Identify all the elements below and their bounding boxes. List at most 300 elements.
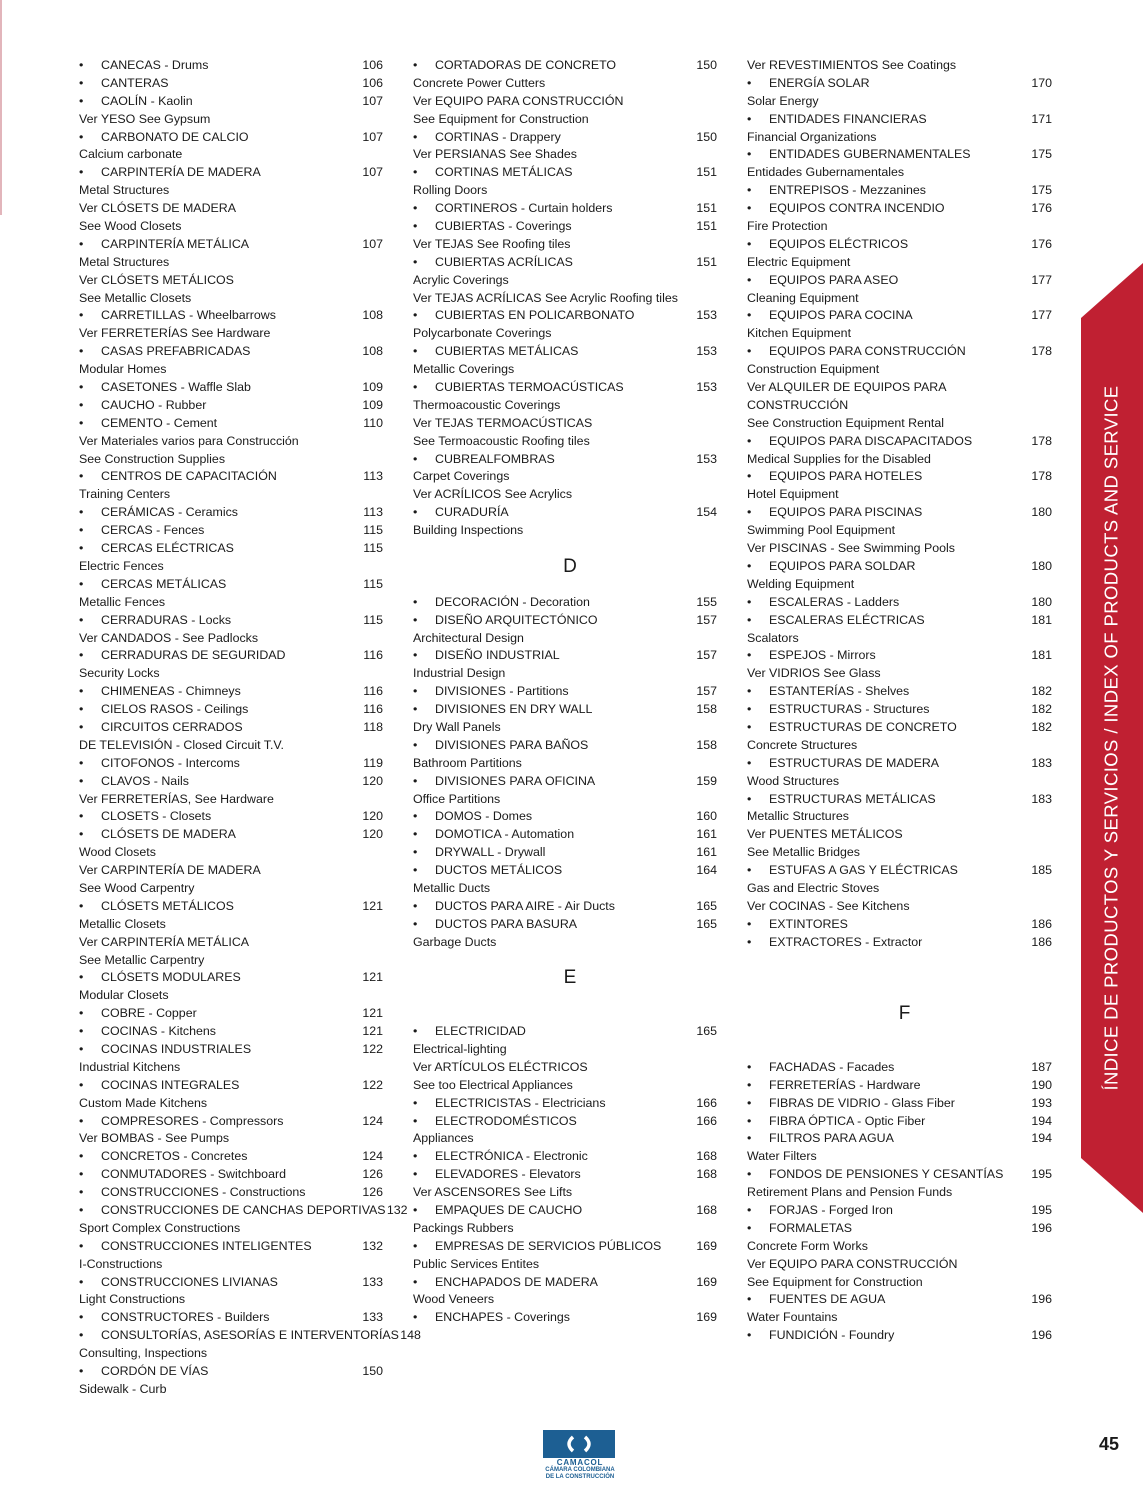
entry-text: Ver PISCINAS - See Swimming Pools [747, 541, 955, 556]
entry-text: CLÓSETS METÁLICOS [101, 898, 234, 913]
entry-page: 175 [1031, 147, 1052, 162]
index-note [747, 129, 1052, 147]
bullet-icon: • [79, 397, 84, 412]
entry-text: CANTERAS [101, 75, 169, 90]
entry-page: 182 [1031, 702, 1052, 717]
entry-page: 177 [1031, 308, 1052, 323]
entry-page: 193 [1031, 1095, 1052, 1110]
index-note [79, 272, 383, 290]
bullet-icon: • [79, 1113, 84, 1128]
entry-text: DECORACIÓN - Decoration [435, 594, 590, 609]
bullet-icon: • [413, 1149, 418, 1164]
bullet-icon: • [413, 845, 418, 860]
entry-text: CUBIERTAS EN POLICARBONATO [435, 308, 635, 323]
entry-text: DISEÑO ARQUITECTÓNICO [435, 612, 598, 627]
index-entry [413, 1202, 717, 1220]
index-note [747, 1274, 1052, 1292]
entry-page: 116 [363, 648, 383, 663]
index-note [747, 325, 1052, 343]
entry-text: CORTINAS METÁLICAS [435, 165, 573, 180]
entry-page: 157 [696, 612, 717, 627]
index-entry [747, 182, 1052, 200]
bullet-icon: • [79, 1203, 84, 1217]
index-note [413, 1184, 717, 1202]
index-entry [79, 1023, 383, 1041]
entry-text: Medical Supplies for the Disabled [747, 451, 931, 466]
entry-text: FILTROS PARA AGUA [769, 1131, 894, 1146]
bullet-icon: • [413, 737, 418, 752]
index-entry [413, 379, 717, 397]
entry-text: ENCHAPADOS DE MADERA [435, 1274, 598, 1289]
entry-page [1030, 1309, 1052, 1327]
entry-text: Industrial Kitchens [79, 1059, 181, 1074]
entry-page: 187 [1031, 1059, 1052, 1074]
bullet-icon: • [413, 308, 418, 323]
entry-page [695, 934, 717, 952]
bullet-icon: • [747, 201, 752, 216]
index-note [747, 379, 1052, 397]
bullet-icon: • [79, 1310, 84, 1325]
bullet-icon: • [79, 541, 84, 556]
index-note [413, 75, 717, 93]
bullet-icon: • [747, 75, 752, 90]
entry-text: FORJAS - Forged Iron [769, 1203, 893, 1217]
index-note [413, 272, 717, 290]
entry-text: Building Inspections [413, 523, 524, 538]
entry-text: Metal Structures [79, 254, 170, 269]
bullet-icon: • [747, 594, 752, 609]
index-note [79, 1130, 383, 1148]
index-note [413, 397, 717, 415]
entry-text: Packings Rubbers [413, 1220, 514, 1235]
index-entry [413, 1238, 717, 1256]
bullet-icon: • [747, 1113, 752, 1128]
entry-text: Wood Structures [747, 773, 840, 788]
index-note [747, 522, 1052, 540]
entry-text: CUBIERTAS TERMOACÚSTICAS [435, 380, 624, 395]
entry-page: 132 [386, 1203, 408, 1217]
index-note [747, 1309, 1052, 1327]
entry-text: CLÓSETS DE MADERA [101, 827, 236, 842]
entry-page: 170 [1031, 75, 1052, 90]
entry-page [1030, 57, 1052, 75]
index-entry [747, 1327, 1052, 1345]
entry-text: Ver ARTÍCULOS ELÉCTRICOS [413, 1059, 588, 1074]
index-note [747, 844, 1052, 862]
index-note [413, 1059, 717, 1077]
entry-page: 151 [696, 165, 717, 180]
bullet-icon: • [747, 684, 752, 699]
entry-page: 175 [1031, 183, 1052, 198]
entry-text: CARBONATO DE CALCIO [101, 129, 249, 144]
bullet-icon: • [747, 1292, 752, 1307]
index-note [413, 755, 717, 773]
index-note [79, 665, 383, 683]
entry-page [695, 468, 717, 486]
bullet-icon: • [79, 469, 84, 484]
index-entry [413, 254, 717, 272]
entry-text: FUNDICIÓN - Foundry [769, 1328, 895, 1343]
logo-mark-icon [543, 1430, 615, 1458]
index-entry [747, 719, 1052, 737]
index-entry [79, 612, 383, 630]
index-column-3 [747, 57, 1052, 1345]
index-entry [413, 1166, 717, 1184]
entry-page [1030, 254, 1052, 272]
index-note [413, 468, 717, 486]
entry-page: 194 [1031, 1131, 1052, 1146]
entry-text: CERÁMICAS - Ceramics [101, 505, 238, 520]
entry-text: Metallic Coverings [413, 362, 515, 377]
entry-text: Gas and Electric Stoves [747, 880, 880, 895]
index-note [747, 898, 1052, 916]
index-entry [747, 146, 1052, 164]
entry-page [695, 433, 717, 451]
entry-text: Kitchen Equipment [747, 326, 852, 341]
entry-text: Ver EQUIPO PARA CONSTRUCCIÓN [413, 93, 624, 108]
index-note [413, 1220, 717, 1238]
entry-text: Ver CLÓSETS METÁLICOS [79, 272, 234, 287]
index-entry [747, 504, 1052, 522]
entry-page [1030, 325, 1052, 343]
entry-text: Custom Made Kitchens [79, 1095, 208, 1110]
entry-page: 121 [362, 1024, 383, 1039]
index-entry [79, 236, 383, 254]
index-entry [747, 558, 1052, 576]
entry-text: CARRETILLAS - Wheelbarrows [101, 308, 276, 323]
index-note [413, 719, 717, 737]
entry-text: COCINAS INTEGRALES [101, 1077, 240, 1092]
entry-page [695, 486, 717, 504]
bullet-icon: • [413, 254, 418, 269]
entry-text: ESPEJOS - Mirrors [769, 648, 876, 663]
index-note [79, 1345, 383, 1363]
entry-text: CONSTRUCCIONES DE CANCHAS DEPORTIVAS [101, 1203, 386, 1217]
entry-text: Metallic Closets [79, 916, 166, 931]
index-note [747, 665, 1052, 683]
index-note [413, 415, 717, 433]
index-entry [747, 343, 1052, 361]
entry-text: Concrete Structures [747, 737, 858, 752]
index-note [413, 1130, 717, 1148]
bullet-icon: • [413, 1310, 418, 1325]
index-entry [413, 683, 717, 701]
index-entry [79, 1238, 383, 1256]
entry-page [695, 415, 717, 433]
entry-page [1030, 826, 1052, 844]
bullet-icon: • [79, 308, 84, 323]
entry-text: ESCALERAS - Ladders [769, 594, 900, 609]
entry-text: DOMOS - Domes [435, 809, 533, 824]
index-note [413, 325, 717, 343]
entry-page: 121 [362, 1006, 383, 1021]
index-entry [413, 808, 717, 826]
bullet-icon: • [79, 648, 84, 663]
index-entry [413, 701, 717, 719]
entry-page: 120 [362, 773, 383, 788]
index-entry [79, 75, 383, 93]
entry-text: ENERGÍA SOLAR [769, 75, 870, 90]
entry-text: Hotel Equipment [747, 487, 839, 502]
entry-text: Ver PERSIANAS See Shades [413, 147, 577, 162]
entry-text: Concrete Form Works [747, 1238, 868, 1253]
index-note [79, 558, 383, 576]
section-letter [413, 555, 717, 577]
entry-text: Ver BOMBAS - See Pumps [79, 1131, 230, 1146]
entry-page: 154 [696, 505, 717, 520]
entry-text: Modular Homes [79, 362, 167, 377]
bullet-icon: • [747, 934, 752, 949]
entry-page [1030, 665, 1052, 683]
index-note [747, 361, 1052, 379]
bullet-icon: • [747, 183, 752, 198]
entry-page [361, 1291, 383, 1309]
entry-text: EXTINTORES [769, 916, 848, 931]
entry-page [361, 1220, 383, 1238]
bullet-icon: • [413, 863, 418, 878]
entry-page [695, 75, 717, 93]
entry-page: 121 [362, 970, 383, 985]
entry-page [1030, 880, 1052, 898]
bullet-icon: • [79, 1077, 84, 1092]
index-entry [747, 307, 1052, 325]
index-note [79, 1256, 383, 1274]
entry-page [1030, 522, 1052, 540]
entry-text: Ver ACRÍLICOS See Acrylics [413, 487, 573, 502]
bullet-icon: • [747, 1203, 752, 1217]
bullet-icon: • [79, 1041, 84, 1056]
index-entry [413, 612, 717, 630]
entry-page [695, 236, 717, 254]
bullet-icon: • [79, 773, 84, 788]
index-note [413, 93, 717, 111]
entry-page [695, 1291, 717, 1309]
bullet-icon: • [79, 165, 84, 180]
entry-text: CAOLÍN - Kaolin [101, 93, 193, 108]
entry-page: 126 [362, 1185, 383, 1200]
entry-page [1030, 540, 1052, 558]
entry-text: FUENTES DE AGUA [769, 1292, 886, 1307]
entry-text: COMPRESORES - Compressors [101, 1113, 284, 1128]
entry-text: EQUIPOS ELÉCTRICOS [769, 236, 909, 251]
entry-text: DUCTOS METÁLICOS [435, 863, 563, 878]
bullet-icon: • [747, 612, 752, 627]
bullet-icon: • [747, 1077, 752, 1092]
entry-text: CONCRETOS - Concretes [101, 1149, 248, 1164]
entry-text: CERCAS - Fences [101, 523, 205, 538]
side-band-text: ÍNDICE DE PRODUCTOS Y SERVICIOS / INDEX OF PRODUCTS AND SERVICE [1101, 385, 1122, 1091]
entry-text: ELECTRÓNICA - Electronic [435, 1149, 588, 1164]
entry-text: CLAVOS - Nails [101, 773, 189, 788]
entry-page [695, 1220, 717, 1238]
index-entry [747, 236, 1052, 254]
entry-page [1030, 93, 1052, 111]
bullet-icon: • [79, 415, 84, 430]
entry-text: EQUIPOS PARA CONSTRUCCIÓN [769, 344, 966, 359]
entry-text: COCINAS - Kitchens [101, 1024, 216, 1039]
index-note [413, 290, 717, 308]
entry-page: 110 [363, 415, 383, 430]
entry-text: Scalators [747, 630, 799, 645]
entry-text: CARPINTERÍA DE MADERA [101, 165, 261, 180]
entry-text: FONDOS DE PENSIONES Y CESANTÍAS [769, 1167, 1004, 1182]
entry-text: DRYWALL - Drywall [435, 845, 546, 860]
index-entry [747, 916, 1052, 934]
entry-page: 151 [696, 201, 717, 216]
entry-page [695, 93, 717, 111]
bullet-icon: • [79, 684, 84, 699]
entry-page: 168 [696, 1167, 717, 1182]
entry-page: 113 [363, 505, 383, 520]
entry-page: 190 [1031, 1077, 1052, 1092]
entry-text: CUBIERTAS - Coverings [435, 219, 572, 234]
entry-text: CIRCUITOS CERRADOS [101, 719, 243, 734]
bullet-icon: • [747, 916, 752, 931]
entry-text: Welding Equipment [747, 576, 855, 591]
index-note [79, 791, 383, 809]
index-note [413, 665, 717, 683]
index-entry [79, 415, 383, 433]
entry-page [695, 272, 717, 290]
bullet-icon: • [79, 75, 84, 90]
entry-page: 153 [696, 451, 717, 466]
bullet-icon: • [413, 827, 418, 842]
entry-page: 181 [1031, 648, 1052, 663]
index-entry [413, 773, 717, 791]
entry-text: EQUIPOS PARA DISCAPACITADOS [769, 433, 973, 448]
entry-text: Metal Structures [79, 183, 170, 198]
entry-page: 148 [400, 1328, 421, 1343]
index-entry [747, 1113, 1052, 1131]
entry-page [361, 433, 383, 451]
bullet-icon: • [79, 755, 84, 770]
entry-page [361, 934, 383, 952]
index-entry [79, 826, 383, 844]
entry-page: 185 [1031, 863, 1052, 878]
index-entry [79, 755, 383, 773]
entry-text: Concrete Power Cutters [413, 75, 546, 90]
logo-name: CAMACOL [556, 1458, 604, 1467]
entry-page: 196 [1031, 1292, 1052, 1307]
entry-page: 195 [1031, 1167, 1052, 1182]
entry-text: See Metallic Closets [79, 290, 192, 305]
index-note [79, 987, 383, 1005]
index-note [79, 200, 383, 218]
spacer [747, 1041, 1052, 1059]
entry-text: DUCTOS PARA BASURA [435, 916, 578, 931]
entry-text: Ver Materiales varios para Construcción [79, 433, 299, 448]
bullet-icon: • [747, 147, 752, 162]
entry-page [361, 111, 383, 129]
index-note [413, 146, 717, 164]
spacer [747, 1023, 1052, 1041]
index-entry [747, 75, 1052, 93]
index-note [747, 826, 1052, 844]
index-note [79, 952, 383, 970]
entry-text: ELEVADORES - Elevators [435, 1167, 581, 1182]
entry-text: ELECTRICISTAS - Electricians [435, 1095, 606, 1110]
entry-text: CUBIERTAS METÁLICAS [435, 344, 579, 359]
entry-text: Appliances [413, 1131, 474, 1146]
entry-text: Construction Equipment [747, 362, 880, 377]
entry-page: 115 [363, 612, 383, 627]
index-note [413, 433, 717, 451]
bullet-icon: • [413, 129, 418, 144]
index-entry [413, 343, 717, 361]
entry-page: 183 [1031, 755, 1052, 770]
entry-page [1030, 1256, 1052, 1274]
entry-text: CORTADORAS DE CONCRETO [435, 58, 617, 72]
entry-page [695, 325, 717, 343]
bullet-icon: • [413, 1274, 418, 1289]
bullet-icon: • [79, 93, 84, 108]
entry-page: 150 [696, 58, 717, 72]
entry-text: Industrial Design [413, 666, 506, 681]
index-entry [747, 433, 1052, 451]
bullet-icon: • [79, 1364, 84, 1379]
entry-page: 108 [362, 344, 383, 359]
index-note [413, 236, 717, 254]
entry-page: 180 [1031, 594, 1052, 609]
entry-text: ESTRUCTURAS METÁLICAS [769, 791, 936, 806]
entry-page [361, 361, 383, 379]
index-entry [79, 647, 383, 665]
entry-text: See Construction Equipment Rental [747, 415, 944, 430]
index-entry [747, 934, 1052, 952]
entry-page [1030, 898, 1052, 916]
entry-page: 153 [696, 380, 717, 395]
entry-text: Ver EQUIPO PARA CONSTRUCCIÓN [747, 1256, 958, 1271]
index-entry [413, 1113, 717, 1131]
entry-page [1030, 1148, 1052, 1166]
bullet-icon: • [79, 827, 84, 842]
index-entry [413, 1095, 717, 1113]
index-entry [413, 200, 717, 218]
index-note [747, 737, 1052, 755]
entry-text: Electric Fences [79, 558, 164, 573]
index-entry [747, 272, 1052, 290]
entry-page [695, 1184, 717, 1202]
entry-page: 165 [696, 898, 717, 913]
entry-text: See Metallic Carpentry [79, 952, 205, 967]
bullet-icon: • [413, 1113, 418, 1128]
index-entry [79, 1005, 383, 1023]
entry-text: CONSTRUCTORES - Builders [101, 1310, 270, 1325]
entry-text: Modular Closets [79, 988, 169, 1003]
entry-page: 171 [1031, 111, 1052, 126]
entry-text: Ver CANDADOS - See Padlocks [79, 630, 259, 645]
entry-text: CIELOS RASOS - Ceilings [101, 702, 249, 717]
index-note [79, 290, 383, 308]
entry-page: 124 [362, 1113, 383, 1128]
entry-text: Dry Wall Panels [413, 719, 501, 734]
entry-text: See Construction Supplies [79, 451, 226, 466]
bullet-icon: • [413, 809, 418, 824]
entry-page [361, 987, 383, 1005]
bullet-icon: • [747, 469, 752, 484]
logo-mark [543, 1430, 615, 1458]
section-letter-text: D [563, 555, 577, 577]
bullet-icon: • [79, 809, 84, 824]
left-edge-line [0, 0, 2, 215]
bullet-icon: • [413, 916, 418, 931]
bullet-icon: • [747, 755, 752, 770]
entry-page [695, 146, 717, 164]
entry-page: 150 [362, 1364, 383, 1379]
bullet-icon: • [747, 308, 752, 323]
entry-text: Sport Complex Constructions [79, 1220, 241, 1235]
entry-text: Architectural Design [413, 630, 524, 645]
